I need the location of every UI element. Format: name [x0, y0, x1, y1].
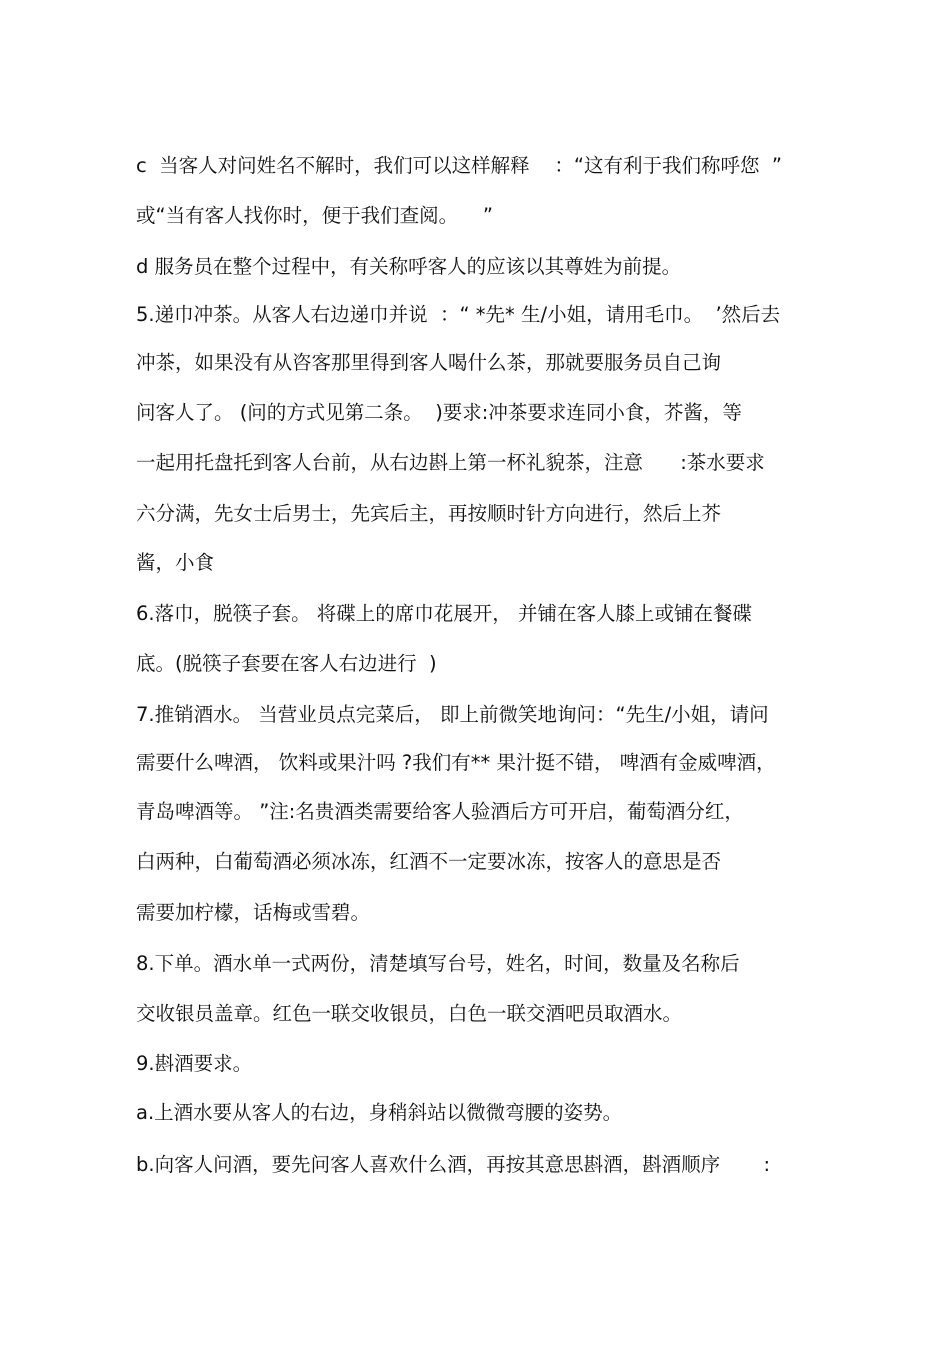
text-line-4: 5.递巾冲茶。从客人右边递巾并说 ：“ *先* 生/小姐，请用毛巾。 ’然后去 [136, 303, 781, 326]
text-line-21: b.向客人问酒，要先问客人喜欢什么酒，再按其意思斟酒，斟酒顺序 : [136, 1153, 771, 1176]
text-line-10: 6.落巾，脱筷子套。 将碟上的席巾花展开， 并铺在客人膝上或铺在餐碟 [136, 602, 753, 625]
text-line-19: 9.斟酒要求。 [136, 1052, 253, 1075]
text-line-18: 交收银员盖章。红色一联交收银员，白色一联交酒吧员取酒水。 [136, 1002, 683, 1025]
text-line-20: a.上酒水要从客人的右边，身稍斜站以微微弯腰的姿势。 [136, 1101, 623, 1124]
text-line-16: 需要加柠檬，话梅或雪碧。 [136, 901, 371, 924]
text-line-7: 一起用托盘托到客人台前，从右边斟上第一杯礼貌茶，注意 :茶水要求 [136, 451, 765, 474]
text-line-9: 酱，小食 [136, 551, 215, 574]
text-line-3: d 服务员在整个过程中，有关称呼客人的应该以其尊姓为前提。 [136, 255, 682, 278]
text-line-12: 7.推销酒水。 当营业员点完菜后， 即上前微笑地询问：“先生/小姐，请问 [136, 703, 769, 726]
text-line-1: c 当客人对问姓名不解时，我们可以这样解释 ：“这有利于我们称呼您 ” [136, 154, 783, 177]
text-line-14: 青岛啤酒等。 ”注:名贵酒类需要给客人验酒后方可开启，葡萄酒分红， [136, 800, 744, 823]
text-line-15: 白两种，白葡萄酒必须冰冻，红酒不一定要冰冻，按客人的意思是否 [136, 850, 722, 873]
text-line-13: 需要什么啤酒， 饮料或果汁吗 ?我们有** 果汁挺不错， 啤酒有金威啤酒， [136, 751, 776, 774]
text-line-8: 六分满，先女士后男士，先宾后主，再按顺时针方向进行，然后上芥 [136, 502, 722, 525]
text-line-6: 问客人了。 (问的方式见第二条。 )要求:冲茶要求连同小食，芥酱，等 [136, 401, 742, 424]
text-line-17: 8.下单。酒水单一式两份，清楚填写台号，姓名，时间，数量及名称后 [136, 952, 740, 975]
text-line-2: 或“当有客人找你时，便于我们查阅。 ” [136, 204, 493, 227]
text-line-5: 冲茶，如果没有从咨客那里得到客人喝什么茶，那就要服务员自己询 [136, 351, 722, 374]
text-line-11: 底。(脱筷子套要在客人右边进行 ) [136, 652, 437, 675]
